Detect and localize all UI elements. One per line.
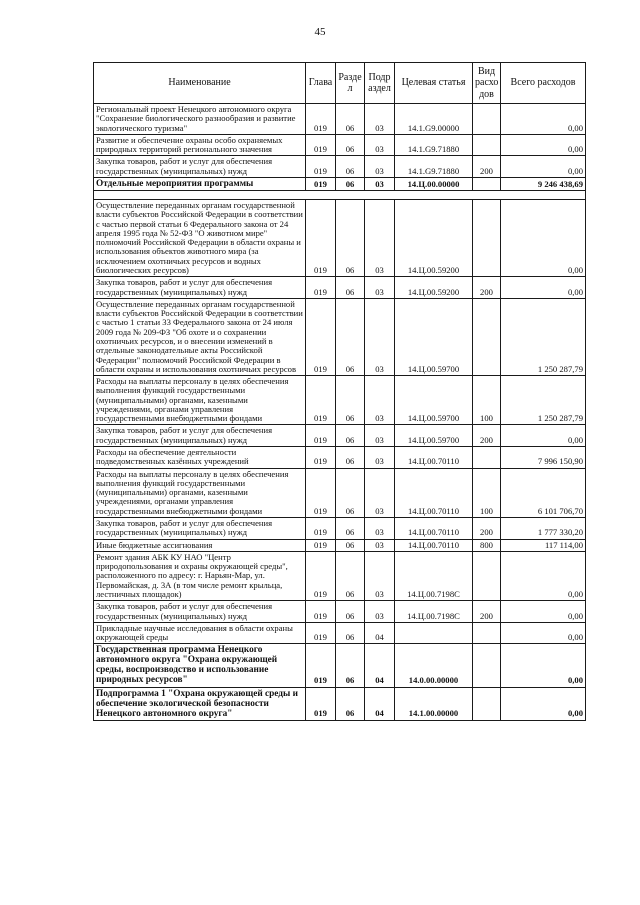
row-name-cell: Прикладные научные исследования в области охраны окружающей среды — [94, 622, 306, 644]
row-amount-cell: 0,00 — [501, 104, 586, 135]
row-section-cell: 06 — [336, 104, 365, 135]
row-article-cell: 14.1.G9.71880 — [395, 134, 473, 156]
row-chapter-cell: 019 — [306, 200, 336, 277]
row-expense-type-cell — [473, 104, 501, 135]
row-chapter-cell: 019 — [306, 376, 336, 425]
row-name-cell: Иные бюджетные ассигнования — [94, 539, 306, 551]
row-subsection-cell: 03 — [365, 468, 395, 517]
table-row — [94, 644, 586, 687]
row-name-cell: Государственная программа Ненецкого автономного округа "Охрана окружающей среды, воспроизводство и использование природных ресурсов" — [94, 644, 306, 687]
row-chapter-cell: 019 — [306, 447, 336, 469]
row-name-cell: Закупка товаров, работ и услуг для обеспечения государственных (муниципальных) нужд — [94, 518, 306, 540]
row-article-cell: 14.Ц.00.70110 — [395, 447, 473, 469]
row-amount-cell: 9 246 438,69 — [501, 177, 586, 190]
row-expense-type-cell: 100 — [473, 468, 501, 517]
row-amount-cell: 0,00 — [501, 134, 586, 156]
row-name-cell: Закупка товаров, работ и услуг для обеспечения государственных (муниципальных) нужд — [94, 601, 306, 623]
row-expense-type-cell: 200 — [473, 277, 501, 299]
row-amount-cell: 0,00 — [501, 551, 586, 600]
row-chapter-cell: 019 — [306, 518, 336, 540]
row-chapter-cell: 019 — [306, 551, 336, 600]
header-section: Разде л — [336, 63, 365, 104]
table-row — [94, 622, 586, 644]
row-expense-type-cell — [473, 177, 501, 190]
row-name-cell: Закупка товаров, работ и услуг для обеспечения государственных (муниципальных) нужд — [94, 425, 306, 447]
table-row — [94, 156, 586, 178]
row-article-cell: 14.Ц.00.70110 — [395, 468, 473, 517]
row-section-cell: 06 — [336, 551, 365, 600]
row-section-cell: 06 — [336, 601, 365, 623]
row-amount-cell: 0,00 — [501, 687, 586, 720]
row-expense-type-cell: 800 — [473, 539, 501, 551]
row-subsection-cell: 03 — [365, 177, 395, 190]
row-section-cell: 06 — [336, 687, 365, 720]
table-row — [94, 277, 586, 299]
table-row — [94, 447, 586, 469]
row-amount-cell: 1 250 287,79 — [501, 298, 586, 375]
row-subsection-cell: 03 — [365, 156, 395, 178]
header-article: Целевая статья — [395, 63, 473, 104]
row-expense-type-cell — [473, 200, 501, 277]
table-row — [94, 468, 586, 517]
table-row — [94, 539, 586, 551]
row-subsection-cell: 03 — [365, 518, 395, 540]
row-subsection-cell: 04 — [365, 644, 395, 687]
row-subsection-cell: 03 — [365, 376, 395, 425]
row-section-cell: 06 — [336, 644, 365, 687]
row-expense-type-cell: 100 — [473, 376, 501, 425]
row-expense-type-cell: 200 — [473, 601, 501, 623]
row-name-cell: Расходы на выплаты персоналу в целях обеспечения выполнения функций государственными (муниципальными) органами, казенными учреждениями, органами управления государственными внебюджетными фондами — [94, 468, 306, 517]
row-article-cell: 14.1.G9.00000 — [395, 104, 473, 135]
table-row — [94, 376, 586, 425]
row-section-cell: 06 — [336, 539, 365, 551]
row-amount-cell: 0,00 — [501, 601, 586, 623]
row-name-cell: Расходы на выплаты персоналу в целях обеспечения выполнения функций государственными (муниципальными) органами, казенными учреждениями, органами управления государственными внебюджетными фондами — [94, 376, 306, 425]
row-amount-cell: 7 996 150,90 — [501, 447, 586, 469]
row-chapter-cell: 019 — [306, 277, 336, 299]
row-name-cell: Расходы на обеспечение деятельности подведомственных казённых учреждений — [94, 447, 306, 469]
row-subsection-cell: 03 — [365, 601, 395, 623]
row-subsection-cell: 03 — [365, 200, 395, 277]
row-chapter-cell: 019 — [306, 687, 336, 720]
row-name-cell: Региональный проект Ненецкого автономного округа "Сохранение биологического разнообразия и развитие экологического туризма" — [94, 104, 306, 135]
row-section-cell: 06 — [336, 177, 365, 190]
row-name-cell: Подпрограмма 1 "Охрана окружающей среды и обеспечение экологической безопасности Ненецкого автономного округа" — [94, 687, 306, 720]
row-article-cell: 14.Ц.00.59700 — [395, 298, 473, 375]
row-chapter-cell: 019 — [306, 601, 336, 623]
row-section-cell: 06 — [336, 468, 365, 517]
row-chapter-cell: 019 — [306, 468, 336, 517]
row-subsection-cell: 03 — [365, 134, 395, 156]
header-name: Наименование — [94, 63, 306, 104]
table-row — [94, 687, 586, 720]
row-subsection-cell: 04 — [365, 622, 395, 644]
row-chapter-cell: 019 — [306, 622, 336, 644]
row-article-cell — [395, 622, 473, 644]
row-name-cell: Осуществление переданных органам государственной власти субъектов Российской Федерации в соответствии с частью первой статьи 6 Федерального закона от 24 апреля 1995 года № 52-ФЗ "О животном мире" полномочий Российской Федерации в области охраны и использования объектов животного мира (за исключением охотничьих ресурсов и водных биологических ресурсов) — [94, 200, 306, 277]
row-section-cell: 06 — [336, 518, 365, 540]
row-amount-cell: 0,00 — [501, 200, 586, 277]
row-expense-type-cell — [473, 687, 501, 720]
budget-table — [93, 62, 586, 721]
row-chapter-cell: 019 — [306, 539, 336, 551]
table-body — [94, 104, 586, 721]
row-amount-cell: 1 777 330,20 — [501, 518, 586, 540]
row-article-cell: 14.Ц.00.59700 — [395, 376, 473, 425]
row-expense-type-cell — [473, 551, 501, 600]
table-row — [94, 104, 586, 135]
header-expense-type: Вид расхо дов — [473, 63, 501, 104]
table-row — [94, 200, 586, 277]
row-chapter-cell: 019 — [306, 644, 336, 687]
row-article-cell: 14.0.00.00000 — [395, 644, 473, 687]
table-row — [94, 134, 586, 156]
row-amount-cell: 6 101 706,70 — [501, 468, 586, 517]
row-article-cell: 14.Ц.00.59200 — [395, 277, 473, 299]
row-name-cell: Ремонт здания АБК КУ НАО "Центр природопользования и охраны окружающей среды", расположенного по адресу: г. Нарьян-Мар, ул. Первомайская, д. 3А (в том числе ремонт крыльца, лестничных площадок) — [94, 551, 306, 600]
header-chapter: Глава — [306, 63, 336, 104]
row-expense-type-cell — [473, 134, 501, 156]
table-header-row — [94, 63, 586, 104]
table-row — [94, 177, 586, 190]
row-chapter-cell: 019 — [306, 177, 336, 190]
row-section-cell: 06 — [336, 134, 365, 156]
table-row — [94, 601, 586, 623]
row-chapter-cell: 019 — [306, 104, 336, 135]
row-name-cell: Осуществление переданных органам государственной власти субъектов Российской Федерации в соответствии с частью 1 статьи 33 Федерального закона от 24 июля 2009 года № 209-ФЗ "Об охоте и о сохранении охотничьих ресурсов, и о внесении изменений в отдельные законодательные акты Российской Федерации" полномочий Российской Федерации в области охраны и использования охотничьих ресурсов — [94, 298, 306, 375]
header-subsection: Подр аздел — [365, 63, 395, 104]
row-article-cell: 14.1.00.00000 — [395, 687, 473, 720]
row-subsection-cell: 03 — [365, 425, 395, 447]
table-spacer-row — [94, 191, 586, 200]
row-name-cell: Развитие и обеспечение охраны особо охраняемых природных территорий регионального значения — [94, 134, 306, 156]
row-article-cell: 14.Ц.00.00000 — [395, 177, 473, 190]
table-row — [94, 425, 586, 447]
row-subsection-cell: 03 — [365, 447, 395, 469]
row-expense-type-cell — [473, 298, 501, 375]
row-expense-type-cell — [473, 644, 501, 687]
row-article-cell: 14.Ц.00.70110 — [395, 518, 473, 540]
row-amount-cell: 1 250 287,79 — [501, 376, 586, 425]
row-section-cell: 06 — [336, 200, 365, 277]
row-section-cell: 06 — [336, 298, 365, 375]
row-amount-cell: 0,00 — [501, 644, 586, 687]
row-expense-type-cell: 200 — [473, 156, 501, 178]
row-subsection-cell: 03 — [365, 104, 395, 135]
row-chapter-cell: 019 — [306, 425, 336, 447]
row-expense-type-cell: 200 — [473, 518, 501, 540]
page-number: 45 — [314, 26, 326, 38]
row-name-cell: Закупка товаров, работ и услуг для обеспечения государственных (муниципальных) нужд — [94, 156, 306, 178]
row-amount-cell: 0,00 — [501, 622, 586, 644]
row-expense-type-cell: 200 — [473, 425, 501, 447]
row-article-cell: 14.Ц.00.59700 — [395, 425, 473, 447]
row-amount-cell: 0,00 — [501, 277, 586, 299]
row-chapter-cell: 019 — [306, 134, 336, 156]
row-expense-type-cell — [473, 622, 501, 644]
row-chapter-cell: 019 — [306, 156, 336, 178]
row-subsection-cell: 04 — [365, 687, 395, 720]
row-section-cell: 06 — [336, 447, 365, 469]
table-row — [94, 551, 586, 600]
spacer-cell — [94, 191, 586, 200]
row-amount-cell: 0,00 — [501, 156, 586, 178]
row-section-cell: 06 — [336, 376, 365, 425]
row-expense-type-cell — [473, 447, 501, 469]
row-section-cell: 06 — [336, 425, 365, 447]
table-row — [94, 298, 586, 375]
row-subsection-cell: 03 — [365, 539, 395, 551]
row-amount-cell: 0,00 — [501, 425, 586, 447]
row-subsection-cell: 03 — [365, 551, 395, 600]
row-section-cell: 06 — [336, 277, 365, 299]
row-section-cell: 06 — [336, 622, 365, 644]
row-article-cell: 14.Ц.00.70110 — [395, 539, 473, 551]
row-section-cell: 06 — [336, 156, 365, 178]
row-article-cell: 14.Ц.00.7198С — [395, 601, 473, 623]
row-subsection-cell: 03 — [365, 298, 395, 375]
header-total: Всего расходов — [501, 63, 586, 104]
table-row — [94, 518, 586, 540]
row-article-cell: 14.1.G9.71880 — [395, 156, 473, 178]
row-amount-cell: 117 114,00 — [501, 539, 586, 551]
row-article-cell: 14.Ц.00.7198С — [395, 551, 473, 600]
row-chapter-cell: 019 — [306, 298, 336, 375]
row-subsection-cell: 03 — [365, 277, 395, 299]
row-name-cell: Отдельные мероприятия программы — [94, 177, 306, 190]
row-name-cell: Закупка товаров, работ и услуг для обеспечения государственных (муниципальных) нужд — [94, 277, 306, 299]
row-article-cell: 14.Ц.00.59200 — [395, 200, 473, 277]
